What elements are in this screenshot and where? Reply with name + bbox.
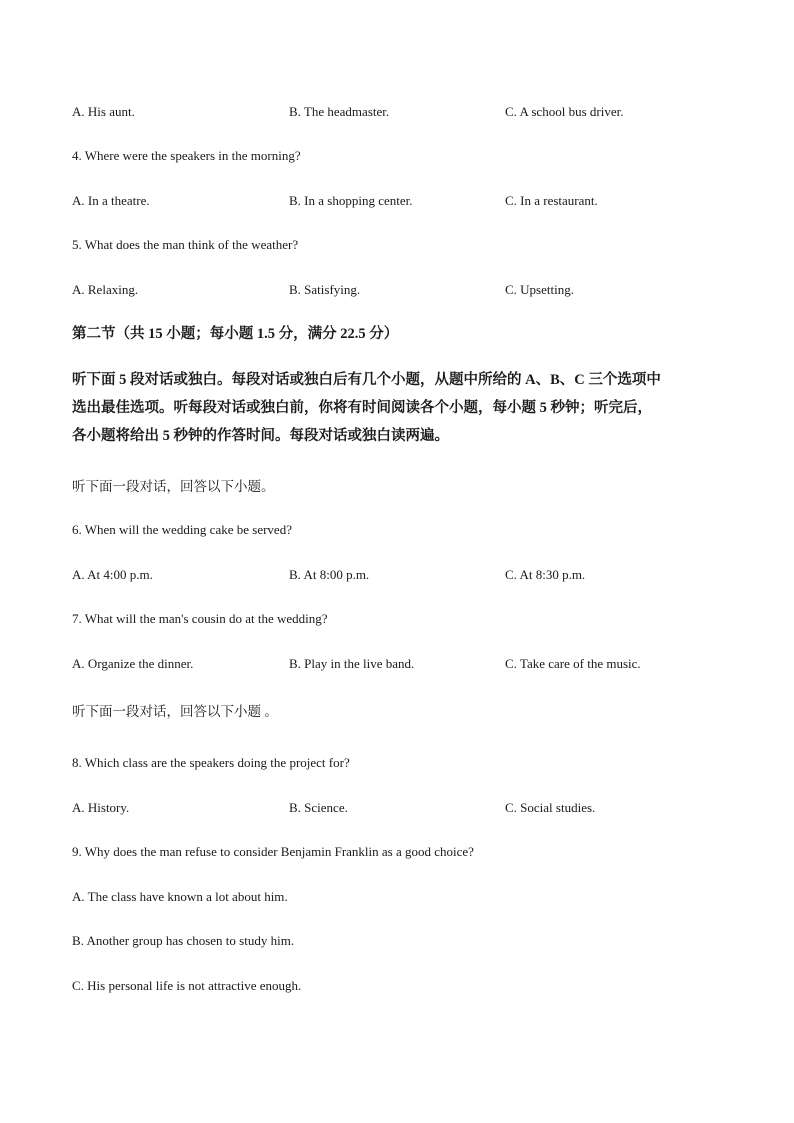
q7-question: 7. What will the man's cousin do at the wedding? [72,611,328,626]
q7-option-a: A. Organize the dinner. [72,656,194,671]
q6-options [72,567,752,583]
q3-option-a: A. His aunt. [72,104,135,119]
q3-option-c: C. A school bus driver. [505,104,624,119]
q4-option-c: C. In a restaurant. [505,193,598,208]
q4-options [72,193,752,209]
q5-options [72,282,752,298]
section2-instructions [72,366,732,450]
q7-options [72,656,752,672]
dialog2-intro: 听下面一段对话，回答以下小题 。 [72,704,278,719]
q8-options [72,800,752,816]
instruction-line-3: 各小题将给出 5 秒钟的作答时间。每段对话或独白读两遍。 [72,428,449,444]
q8-option-c: C. Social studies. [505,800,596,815]
instruction-line-2: 选出最佳选项。听每段对话或独白前，你将有时间阅读各个小题，每小题 5 秒钟；听完后， [72,400,652,416]
instruction-line-1: 听下面 5 段对话或独白。每段对话或独白后有几个小题，从题中所给的 A、B、C 三个选项中 [72,372,661,388]
q3-options [72,104,752,120]
dialog1-intro: 听下面一段对话，回答以下小题。 [72,479,275,494]
q5-option-a: A. Relaxing. [72,282,139,297]
q4-option-b: B. In a shopping center. [289,193,413,208]
q5-option-b: B. Satisfying. [289,282,361,297]
q9-option-a: A. The class have known a lot about him. [72,889,288,904]
q5-option-c: C. Upsetting. [505,282,574,297]
q6-question: 6. When will the wedding cake be served? [72,522,292,537]
q9-option-b: B. Another group has chosen to study him. [72,933,295,948]
q8-question: 8. Which class are the speakers doing the project for? [72,755,350,770]
q6-option-a: A. At 4:00 p.m. [72,567,153,582]
q9-question: 9. Why does the man refuse to consider Benjamin Franklin as a good choice? [72,844,474,859]
q8-option-a: A. History. [72,800,130,815]
q9-option-c: C. His personal life is not attractive enough. [72,978,302,993]
q6-option-b: B. At 8:00 p.m. [289,567,370,582]
q4-question: 4. Where were the speakers in the morning? [72,148,301,163]
q6-option-c: C. At 8:30 p.m. [505,567,586,582]
q3-option-b: B. The headmaster. [289,104,390,119]
q5-question: 5. What does the man think of the weather? [72,237,299,252]
section2-heading: 第二节（共 15 小题；每小题 1.5 分，满分 22.5 分） [72,326,399,342]
q8-option-b: B. Science. [289,800,348,815]
q4-option-a: A. In a theatre. [72,193,150,208]
q7-option-b: B. Play in the live band. [289,656,415,671]
q7-option-c: C. Take care of the music. [505,656,641,671]
